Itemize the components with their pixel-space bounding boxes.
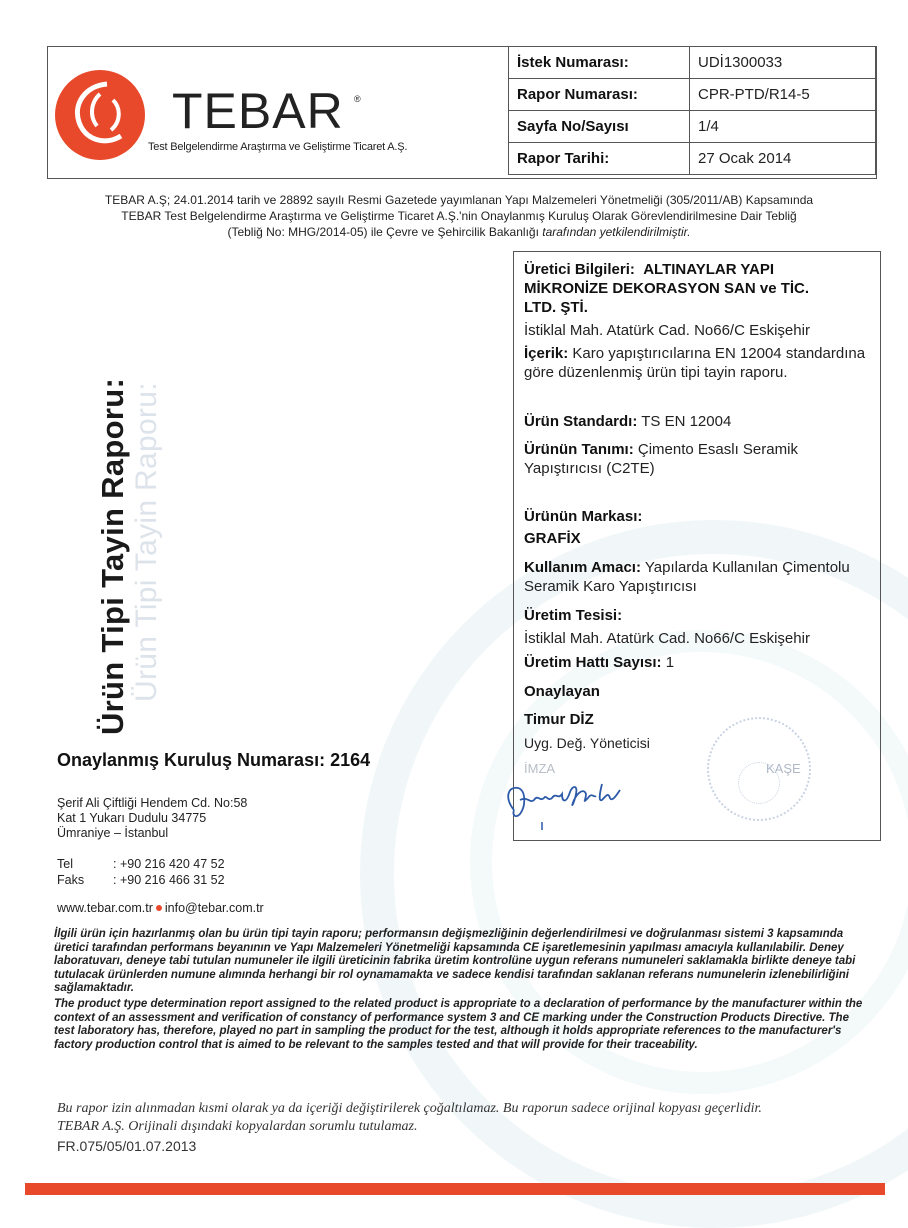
manufacturer-box [513, 251, 881, 841]
registered-mark: ® [354, 94, 361, 104]
approver-label-row [524, 682, 872, 701]
footer-bar [25, 1183, 885, 1195]
fax-value: : +90 216 466 31 52 [113, 873, 225, 887]
report-date-value: 27 Ocak 2014 [690, 143, 876, 175]
approver-title: Uyg. Değ. Yöneticisi [524, 735, 650, 751]
table-row [509, 79, 876, 111]
stamp-label: KAŞE [766, 761, 801, 776]
stamp-inner-icon [738, 762, 780, 804]
report-number-value: CPR-PTD/R14-5 [690, 79, 876, 111]
purpose-value: Yapılarda Kullanılan Çimentolu Seramik Karo Yapıştırıcısı [524, 559, 850, 595]
brand-field-label [524, 507, 872, 526]
definition-field [524, 440, 872, 478]
manufacturer-name [524, 260, 872, 317]
phone-row [57, 856, 225, 872]
title-watermark: Ürün Tipi Tayin Raporu: [130, 382, 163, 702]
fax-row [57, 872, 225, 888]
disclaimer-english: The product type determination report assigned to the related product is appropriate to a declaration of performance by the manufacturer within the context of an assessment and verification of constancy of performance system 3 and CE marking under the Construction Products Directive. The test laboratory has, therefore, played no part in sampling the product for the test, although it holds appropriate references to the manufacturer's factory production control that is aimed to be relevant to the samples tested and that will provide for their traceability. [54, 998, 863, 1051]
request-number-value: UDİ1300033 [690, 47, 876, 79]
company-address [57, 796, 247, 841]
legal-statement [50, 192, 868, 240]
website-link[interactable]: www.tebar.com.tr [57, 901, 153, 915]
email-link[interactable]: info@tebar.com.tr [164, 901, 264, 915]
phone-value: : +90 216 420 47 52 [113, 857, 225, 871]
phone-label: Tel [57, 857, 73, 871]
form-code: FR.075/05/01.07.2013 [57, 1138, 197, 1154]
approver-label: Onaylayan [524, 683, 600, 700]
report-number-label: Rapor Numarası: [509, 79, 690, 111]
definition-label: Ürünün Tanımı: [524, 441, 634, 458]
web-contact [57, 901, 264, 915]
report-date-label: Rapor Tarihi: [509, 143, 690, 175]
standard-label: Ürün Standardı: [524, 413, 638, 430]
signature-icon [500, 770, 650, 835]
manufacturer-name-line: LTD. ŞTİ. [524, 299, 588, 316]
report-info-table [508, 46, 876, 175]
product-brand-label: Ürünün Markası: [524, 508, 643, 525]
manufacturer-label: Üretici Bilgileri: [524, 261, 635, 278]
purpose-label: Kullanım Amacı: [524, 559, 641, 576]
contact-info [57, 856, 225, 888]
manufacturer-name-line: MİKRONİZE DEKORASYON SAN ve TİC. [524, 280, 810, 297]
manufacturer-name-line: ALTINAYLAR YAPI [643, 261, 775, 278]
legal-line-italic: tarafından yetkilendirilmiştir. [542, 225, 691, 239]
page-number-label: Sayfa No/Sayısı [509, 111, 690, 143]
production-lines-value: 1 [665, 654, 675, 671]
table-row [509, 47, 876, 79]
brand-name: TEBAR [172, 83, 344, 139]
brand-subtitle: Test Belgelendirme Araştırma ve Geliştirme Ticaret A.Ş. [148, 141, 408, 153]
facility-label-row [524, 606, 872, 625]
table-row [509, 111, 876, 143]
production-lines-field [524, 653, 872, 672]
address-line: Ümraniye – İstanbul [57, 826, 169, 840]
manufacturer-address: İstiklal Mah. Atatürk Cad. No66/C Eskişehir [524, 322, 810, 339]
approver-name-row [524, 710, 872, 729]
content-label: İçerik: [524, 345, 569, 362]
facility-value: İstiklal Mah. Atatürk Cad. No66/C Eskişehir [524, 630, 810, 647]
legal-line [50, 224, 868, 240]
production-lines-label: Üretim Hattı Sayısı: [524, 654, 662, 671]
copy-notice-line: TEBAR A.Ş. Orijinali dışındaki kopyalardan sorumlu tutulamaz. [57, 1119, 418, 1134]
table-row [509, 143, 876, 175]
copy-notice-line: Bu rapor izin alınmadan kısmi olarak ya da içeriği değiştirilerek çoğaltılamaz. Bu raporun sadece orijinal kopyası geçerlidir. [57, 1101, 762, 1116]
legal-line: TEBAR A.Ş; 24.01.2014 tarih ve 28892 sayılı Resmi Gazetede yayımlanan Yapı Malzemeleri Yönetmeliği (305/2011/AB) Kapsamında [104, 193, 814, 207]
facility-label: Üretim Tesisi: [524, 607, 623, 624]
notified-body-number: Onaylanmış Kuruluş Numarası: 2164 [57, 750, 371, 770]
legal-line: TEBAR Test Belgelendirme Araştırma ve Geliştirme Ticaret A.Ş.'nin Onaylanmış Kuruluş Olarak Görevlendirilmesine Dair Tebliğ [121, 209, 797, 223]
standard-value: TS EN 12004 [641, 413, 732, 430]
product-brand-value: GRAFİX [524, 530, 581, 547]
content-value: Karo yapıştırıcılarına EN 12004 standardına göre düzenlenmiş ürün tipi tayin raporu. [524, 345, 866, 381]
address-line: Şerif Ali Çiftliği Hendem Cd. No:58 [57, 796, 248, 810]
approver-name: Timur DİZ [524, 711, 594, 728]
signature-label: İMZA [524, 761, 556, 776]
fax-label: Faks [57, 873, 85, 887]
brand-field-value [524, 529, 872, 548]
tebar-logo-icon [55, 70, 145, 160]
content-field [524, 344, 872, 382]
standard-field [524, 412, 872, 431]
disclaimer-turkish: İlgili ürün için hazırlanmış olan bu ürün tipi tayin raporu; performansın değişmezliğinin değerlendirilmesi ve doğrulanması sistemi 3 kapsamında üretici tarafından performans beyanının ve Yapı Malzemeleri Yönetmeliği kapsamında CE işaretlemesinin yapılması amacıyla kullanılabilir. Deney laboratuvarı, deneye tabi tutulan numuneler ile ilgili üreticinin fabrika üretim kontrolüne uygun referans numuneleri saklamakla birlikte deneye tabi tutulacak ürünlerden numune alımında herhangi bir rol oynamamakta ve sadece kendisi tarafından saklanan referans numunelerin izlenebilirliğini sağlamaktadır. [54, 928, 856, 994]
request-number-label: İstek Numarası: [509, 47, 690, 79]
page-title: Ürün Tipi Tayin Raporu: [95, 377, 130, 735]
bullet-icon [156, 905, 162, 911]
address-line: Kat 1 Yukarı Dudulu 34775 [57, 811, 207, 825]
purpose-field [524, 558, 872, 596]
copy-notice [57, 1100, 762, 1136]
page-number-value: 1/4 [690, 111, 876, 143]
legal-line-plain: (Tebliğ No: MHG/2014-05) ile Çevre ve Şehircilik Bakanlığı [227, 225, 543, 239]
definition-value: Çimento Esaslı Seramik Yapıştırıcısı (C2TE) [524, 441, 798, 477]
